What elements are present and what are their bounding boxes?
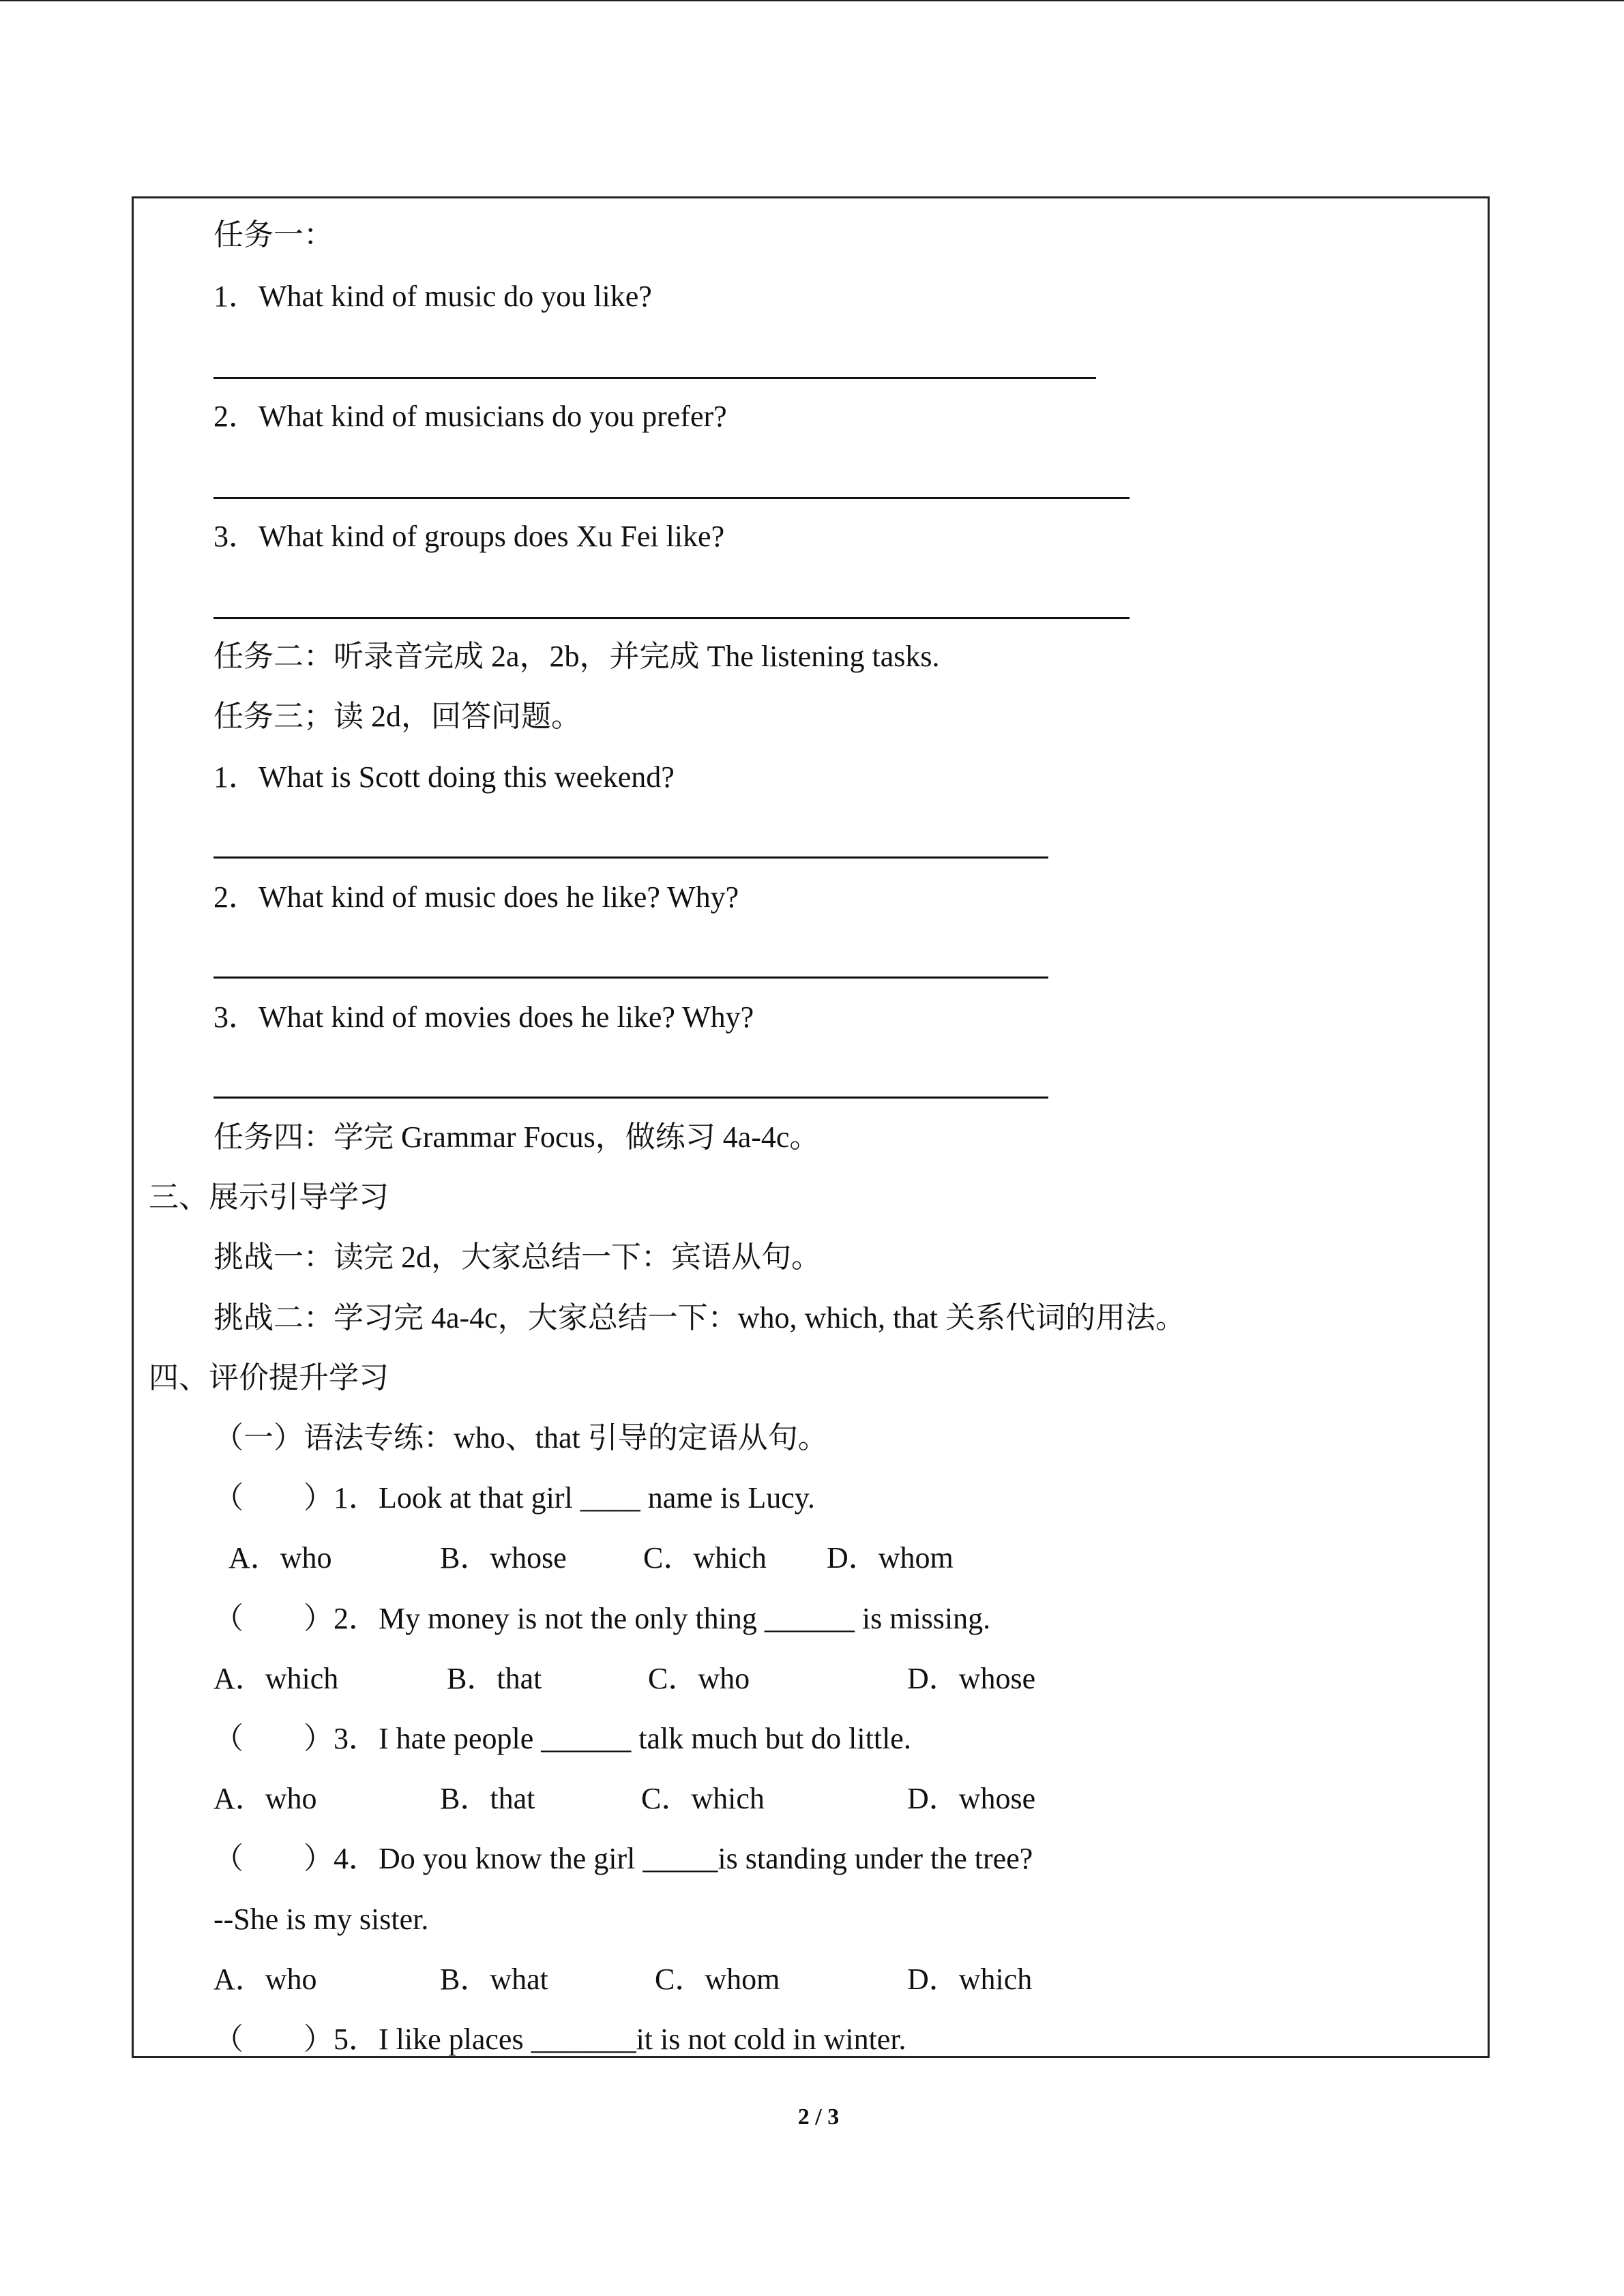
exercise-4-option-a[interactable]: A．who [213,1963,317,1996]
task3-question-3: 3．What kind of movies does he like? Why? [213,1000,754,1034]
exercise-2-option-b[interactable]: B．that [447,1662,542,1695]
task1-heading: 任务一： [213,218,334,252]
answer-line-1[interactable] [213,377,1096,379]
task3-question-2: 2．What kind of music does he like? Why? [213,880,739,914]
exercise-3-option-b[interactable]: B．that [440,1782,535,1815]
exercise-1-option-d[interactable]: D．whom [827,1541,954,1575]
answer-line-4[interactable] [213,856,1048,859]
exercise-5-stem: （ ）5．I like places _______it is not cold in winter. [213,2023,906,2056]
exercise-3-option-d[interactable]: D．whose [907,1782,1036,1815]
exercise-1-stem: （ ）1．Look at that girl ____ name is Lucy. [213,1481,815,1515]
task3-question-1: 1．What is Scott doing this weekend? [213,760,675,794]
top-rule [0,0,1624,1]
task1-question-3: 3．What kind of groups does Xu Fei like? [213,520,725,553]
section4-heading: 四、评价提升学习 [149,1361,389,1395]
exercise-3-option-a[interactable]: A．who [213,1782,317,1815]
exercise-4-reply: --She is my sister. [213,1903,429,1936]
exercise-2-option-c[interactable]: C．who [648,1662,750,1695]
answer-line-6[interactable] [213,1097,1048,1099]
task4-text: 任务四：学完 Grammar Focus，做练习 4a-4c。 [213,1120,820,1154]
page-number: 2 / 3 [797,2104,840,2130]
exercise-1-option-c[interactable]: C．which [643,1541,767,1575]
answer-line-2[interactable] [213,497,1130,499]
exercise-2-stem: （ ）2．My money is not the only thing ______ is missing. [213,1602,991,1635]
exercise-1-option-a[interactable]: A．who [228,1541,332,1575]
exercise-3-stem: （ ）3．I hate people ______ talk much but do little. [213,1722,911,1755]
task1-question-1: 1．What kind of music do you like? [213,280,652,313]
task1-question-2: 2．What kind of musicians do you prefer? [213,400,727,433]
exercise-3-option-c[interactable]: C．which [641,1782,765,1815]
task2-text: 任务二：听录音完成 2a，2b，并完成 The listening tasks. [213,640,940,673]
exercise-2-option-a[interactable]: A．which [213,1662,339,1695]
exercise-2-option-d[interactable]: D．whose [907,1662,1036,1695]
exercise-4-option-b[interactable]: B．what [440,1963,548,1996]
task3-heading: 任务三；读 2d，回答问题。 [213,700,581,733]
challenge-2: 挑战二：学习完 4a-4c，大家总结一下：who, which, that 关系代词的用法。 [213,1301,1185,1335]
exercise-4-stem: （ ）4．Do you know the girl _____is standing under the tree? [213,1842,1033,1875]
exercise-4-option-d[interactable]: D．which [907,1963,1033,1996]
exercise-4-option-c[interactable]: C．whom [655,1963,780,1996]
grammar-practice-heading: （一）语法专练：who、that 引导的定语从句。 [213,1421,828,1455]
challenge-1: 挑战一：读完 2d，大家总结一下：宾语从句。 [213,1240,821,1274]
answer-line-3[interactable] [213,617,1130,619]
exercise-1-option-b[interactable]: B．whose [440,1541,567,1575]
section3-heading: 三、展示引导学习 [149,1180,389,1214]
answer-line-5[interactable] [213,976,1048,979]
